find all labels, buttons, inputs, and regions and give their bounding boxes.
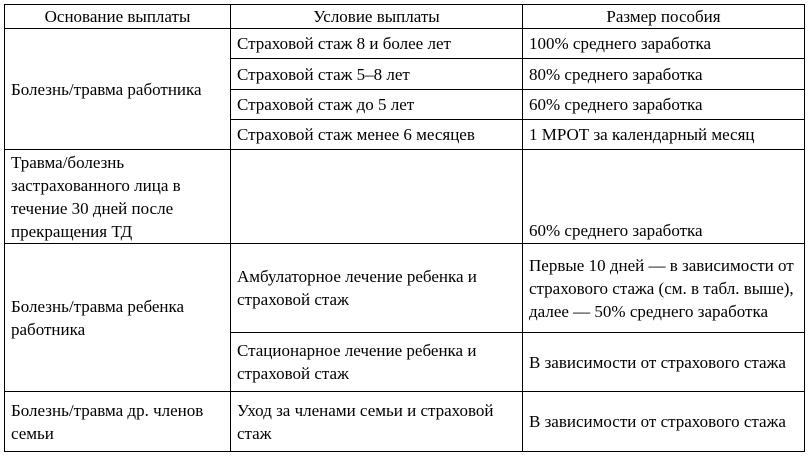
- basis-cell-child: Болезнь/травма ребенка работника: [5, 244, 231, 392]
- header-row: [5, 5, 805, 29]
- header-condition: Условие выплаты: [231, 5, 523, 29]
- amount-cell: Первые 10 дней — в зависимости от страхового стажа (см. в табл. выше), далее — 50% среднего заработка: [523, 244, 805, 333]
- header-amount: Размер пособия: [523, 5, 805, 29]
- condition-cell: Страховой стаж менее 6 месяцев: [231, 120, 523, 150]
- table-row: [5, 392, 805, 452]
- basis-cell-family: Болезнь/травма др. членов семьи: [5, 392, 231, 452]
- condition-cell: Амбулаторное лечение ребенка и страховой стаж: [231, 244, 523, 333]
- table-row: [5, 29, 805, 59]
- condition-cell: [231, 150, 523, 244]
- amount-cell: 80% среднего заработка: [523, 59, 805, 89]
- table-row: [5, 150, 805, 244]
- basis-cell-worker: Болезнь/травма работника: [5, 29, 231, 150]
- condition-cell: Страховой стаж 5–8 лет: [231, 59, 523, 89]
- condition-cell: Страховой стаж до 5 лет: [231, 89, 523, 119]
- basis-cell-after-termination: Травма/болезнь застрахованного лица в течение 30 дней после прекращения ТД: [5, 150, 231, 244]
- header-basis: Основание выплаты: [5, 5, 231, 29]
- amount-cell: 1 МРОТ за календарный месяц: [523, 120, 805, 150]
- condition-cell: Страховой стаж 8 и более лет: [231, 29, 523, 59]
- amount-cell: 100% среднего заработка: [523, 29, 805, 59]
- amount-cell: В зависимости от страхового стажа: [523, 392, 805, 452]
- condition-cell: Стационарное лечение ребенка и страховой стаж: [231, 333, 523, 392]
- amount-cell: 60% среднего заработка: [523, 150, 805, 244]
- benefits-table: [4, 4, 805, 452]
- table-row: [5, 244, 805, 333]
- amount-cell: В зависимости от страхового стажа: [523, 333, 805, 392]
- amount-cell: 60% среднего заработка: [523, 89, 805, 119]
- condition-cell: Уход за членами семьи и страховой стаж: [231, 392, 523, 452]
